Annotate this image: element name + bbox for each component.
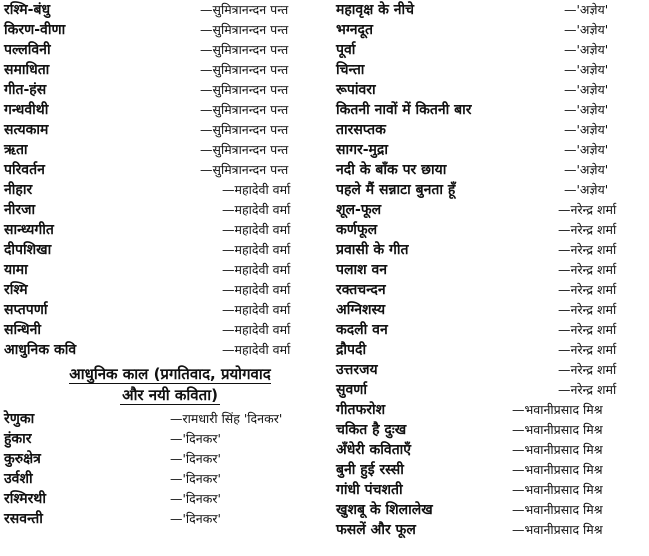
work-title: सत्यकाम bbox=[4, 122, 49, 138]
list-item bbox=[4, 80, 322, 100]
work-title: रसवन्ती bbox=[4, 511, 43, 527]
work-title: किरण-वीणा bbox=[4, 22, 66, 38]
author-name: —'दिनकर' bbox=[170, 491, 221, 506]
list-item bbox=[4, 429, 322, 449]
author-name: —रामधारी सिंह 'दिनकर' bbox=[170, 411, 283, 426]
section-heading bbox=[4, 364, 322, 385]
author-name: —'दिनकर' bbox=[170, 511, 221, 526]
list-item bbox=[336, 460, 636, 480]
work-title: गीत-हंस bbox=[4, 82, 47, 98]
list-item bbox=[336, 400, 636, 420]
list-item bbox=[336, 360, 636, 380]
work-title: अँधेरी कविताएँ bbox=[336, 442, 412, 458]
work-title: खुशबू के शिलालेख bbox=[336, 502, 433, 518]
author-name: —सुमित्रानन्दन पन्त bbox=[200, 22, 289, 37]
list-item bbox=[336, 160, 636, 180]
work-title: कर्णफूल bbox=[336, 222, 378, 238]
work-title: प्रवासी के गीत bbox=[336, 242, 409, 258]
work-title: सान्ध्यगीत bbox=[4, 222, 54, 238]
list-item bbox=[336, 40, 636, 60]
list-item bbox=[4, 409, 322, 429]
author-name: —नरेन्द्र शर्मा bbox=[558, 202, 617, 217]
works-list-right bbox=[336, 0, 636, 540]
work-title: शूल-फूल bbox=[336, 202, 382, 218]
work-title: सागर-मुद्रा bbox=[336, 142, 388, 158]
author-name: —सुमित्रानन्दन पन्त bbox=[200, 142, 289, 157]
author-name: —महादेवी वर्मा bbox=[222, 222, 291, 237]
work-title: पल्लविनी bbox=[4, 42, 51, 58]
work-title: द्रौपदी bbox=[336, 342, 367, 358]
work-title: कदली वन bbox=[336, 322, 388, 338]
author-name: —सुमित्रानन्दन पन्त bbox=[200, 162, 289, 177]
author-name: —सुमित्रानन्दन पन्त bbox=[200, 82, 289, 97]
work-title: रश्मिरथी bbox=[4, 491, 46, 507]
list-item bbox=[4, 260, 322, 280]
work-title: दीपशिखा bbox=[4, 242, 52, 258]
section-heading-continued bbox=[4, 385, 322, 406]
work-title: रश्मि-बंधु bbox=[4, 2, 51, 18]
author-name: —सुमित्रानन्दन पन्त bbox=[200, 2, 289, 17]
work-title: उर्वशी bbox=[4, 471, 33, 487]
list-item bbox=[4, 60, 322, 80]
author-name: —'दिनकर' bbox=[170, 431, 221, 446]
author-name: —'अज्ञेय' bbox=[564, 142, 609, 157]
section-heading-line2: और नयी कविता) bbox=[122, 386, 218, 404]
work-title: कुरुक्षेत्र bbox=[4, 451, 41, 467]
list-item bbox=[4, 509, 322, 529]
author-name: —भवानीप्रसाद मिश्र bbox=[512, 502, 603, 517]
author-name: —नरेन्द्र शर्मा bbox=[558, 382, 617, 397]
work-title: नीरजा bbox=[4, 202, 36, 218]
list-item bbox=[336, 320, 636, 340]
work-title: चकित है दुःख bbox=[336, 422, 407, 438]
author-name: —'दिनकर' bbox=[170, 451, 221, 466]
work-title: चिन्ता bbox=[336, 62, 365, 78]
author-name: —भवानीप्रसाद मिश्र bbox=[512, 482, 603, 497]
list-item bbox=[336, 0, 636, 20]
list-item bbox=[4, 489, 322, 509]
mahadevi-works-list bbox=[4, 180, 322, 360]
author-name: —महादेवी वर्मा bbox=[222, 302, 291, 317]
list-item bbox=[336, 100, 636, 120]
list-item bbox=[336, 340, 636, 360]
author-name: —महादेवी वर्मा bbox=[222, 202, 291, 217]
author-name: —सुमित्रानन्दन पन्त bbox=[200, 122, 289, 137]
list-item bbox=[336, 520, 636, 540]
work-title: नदी के बाँक पर छाया bbox=[336, 162, 447, 178]
list-item bbox=[4, 20, 322, 40]
list-item bbox=[336, 300, 636, 320]
work-title: सन्धिनी bbox=[4, 322, 41, 338]
author-name: —सुमित्रानन्दन पन्त bbox=[200, 62, 289, 77]
work-title: पहले मैं सन्नाटा बुनता हूँ bbox=[336, 182, 456, 198]
work-title: तारसप्तक bbox=[336, 122, 386, 138]
pant-works-list bbox=[4, 0, 322, 180]
work-title: गीतफरोश bbox=[336, 402, 386, 418]
list-item bbox=[336, 80, 636, 100]
work-title: रक्तचन्दन bbox=[336, 282, 386, 298]
dinkar-works-list bbox=[4, 409, 322, 529]
left-column bbox=[4, 0, 322, 529]
author-name: —भवानीप्रसाद मिश्र bbox=[512, 442, 603, 457]
author-name: —नरेन्द्र शर्मा bbox=[558, 242, 617, 257]
author-name: —नरेन्द्र शर्मा bbox=[558, 222, 617, 237]
work-title: भग्नदूत bbox=[336, 22, 373, 38]
list-item bbox=[4, 240, 322, 260]
list-item bbox=[4, 280, 322, 300]
work-title: समाधिता bbox=[4, 62, 50, 78]
list-item bbox=[4, 140, 322, 160]
list-item bbox=[4, 40, 322, 60]
author-name: —महादेवी वर्मा bbox=[222, 342, 291, 357]
work-title: पलाश वन bbox=[336, 262, 388, 278]
author-name: —भवानीप्रसाद मिश्र bbox=[512, 422, 603, 437]
list-item bbox=[336, 20, 636, 40]
work-title: आधुनिक कवि bbox=[4, 342, 77, 358]
list-item bbox=[4, 180, 322, 200]
list-item bbox=[336, 500, 636, 520]
author-name: —महादेवी वर्मा bbox=[222, 182, 291, 197]
author-name: —नरेन्द्र शर्मा bbox=[558, 322, 617, 337]
list-item bbox=[336, 480, 636, 500]
work-title: पूर्वा bbox=[336, 42, 356, 58]
author-name: —भवानीप्रसाद मिश्र bbox=[512, 462, 603, 477]
author-name: —'अज्ञेय' bbox=[564, 102, 609, 117]
list-item bbox=[336, 380, 636, 400]
author-name: —सुमित्रानन्दन पन्त bbox=[200, 102, 289, 117]
author-name: —'दिनकर' bbox=[170, 471, 221, 486]
author-name: —नरेन्द्र शर्मा bbox=[558, 362, 617, 377]
work-title: बुनी हुई रस्सी bbox=[336, 462, 404, 478]
author-name: —महादेवी वर्मा bbox=[222, 262, 291, 277]
list-item bbox=[4, 100, 322, 120]
work-title: ऋता bbox=[4, 142, 28, 158]
author-name: —'अज्ञेय' bbox=[564, 2, 609, 17]
list-item bbox=[336, 220, 636, 240]
work-title: सुवर्णा bbox=[336, 382, 367, 398]
list-item bbox=[4, 449, 322, 469]
list-item bbox=[336, 180, 636, 200]
author-name: —'अज्ञेय' bbox=[564, 42, 609, 57]
list-item bbox=[4, 0, 322, 20]
author-name: —सुमित्रानन्दन पन्त bbox=[200, 42, 289, 57]
list-item bbox=[4, 160, 322, 180]
right-column bbox=[336, 0, 636, 540]
author-name: —महादेवी वर्मा bbox=[222, 282, 291, 297]
author-name: —'अज्ञेय' bbox=[564, 162, 609, 177]
list-item bbox=[4, 300, 322, 320]
author-name: —'अज्ञेय' bbox=[564, 22, 609, 37]
list-item bbox=[336, 200, 636, 220]
work-title: अग्निशस्य bbox=[336, 302, 386, 318]
list-item bbox=[4, 120, 322, 140]
list-item bbox=[4, 469, 322, 489]
author-name: —नरेन्द्र शर्मा bbox=[558, 342, 617, 357]
work-title: रेणुका bbox=[4, 411, 35, 427]
work-title: फसलें और फूल bbox=[336, 522, 416, 538]
author-name: —महादेवी वर्मा bbox=[222, 322, 291, 337]
work-title: यामा bbox=[4, 262, 28, 278]
work-title: हुंकार bbox=[4, 431, 32, 447]
author-name: —नरेन्द्र शर्मा bbox=[558, 262, 617, 277]
author-name: —नरेन्द्र शर्मा bbox=[558, 302, 617, 317]
author-name: —महादेवी वर्मा bbox=[222, 242, 291, 257]
work-title: रश्मि bbox=[4, 282, 28, 298]
list-item bbox=[336, 140, 636, 160]
author-name: —भवानीप्रसाद मिश्र bbox=[512, 402, 603, 417]
list-item bbox=[4, 200, 322, 220]
section-heading-line1: आधुनिक काल (प्रगतिवाद, प्रयोगवाद bbox=[69, 365, 271, 383]
list-item bbox=[4, 320, 322, 340]
author-name: —'अज्ञेय' bbox=[564, 122, 609, 137]
list-item bbox=[336, 440, 636, 460]
list-item bbox=[336, 260, 636, 280]
work-title: महावृक्ष के नीचे bbox=[336, 2, 415, 18]
list-item bbox=[4, 340, 322, 360]
list-item bbox=[336, 120, 636, 140]
list-item bbox=[336, 60, 636, 80]
work-title: गांधी पंचशती bbox=[336, 482, 403, 498]
list-item bbox=[336, 280, 636, 300]
work-title: नीहार bbox=[4, 182, 33, 198]
work-title: उत्तरजय bbox=[336, 362, 378, 378]
author-name: —नरेन्द्र शर्मा bbox=[558, 282, 617, 297]
work-title: गन्धवीथी bbox=[4, 102, 49, 118]
work-title: सप्तपर्णा bbox=[4, 302, 48, 318]
author-name: —भवानीप्रसाद मिश्र bbox=[512, 522, 603, 537]
author-name: —'अज्ञेय' bbox=[564, 182, 609, 197]
list-item bbox=[336, 420, 636, 440]
work-title: कितनी नावों में कितनी बार bbox=[336, 102, 472, 118]
list-item bbox=[4, 220, 322, 240]
work-title: परिवर्तन bbox=[4, 162, 45, 178]
author-name: —'अज्ञेय' bbox=[564, 82, 609, 97]
work-title: रूपांवरा bbox=[336, 82, 376, 98]
author-name: —'अज्ञेय' bbox=[564, 62, 609, 77]
list-item bbox=[336, 240, 636, 260]
